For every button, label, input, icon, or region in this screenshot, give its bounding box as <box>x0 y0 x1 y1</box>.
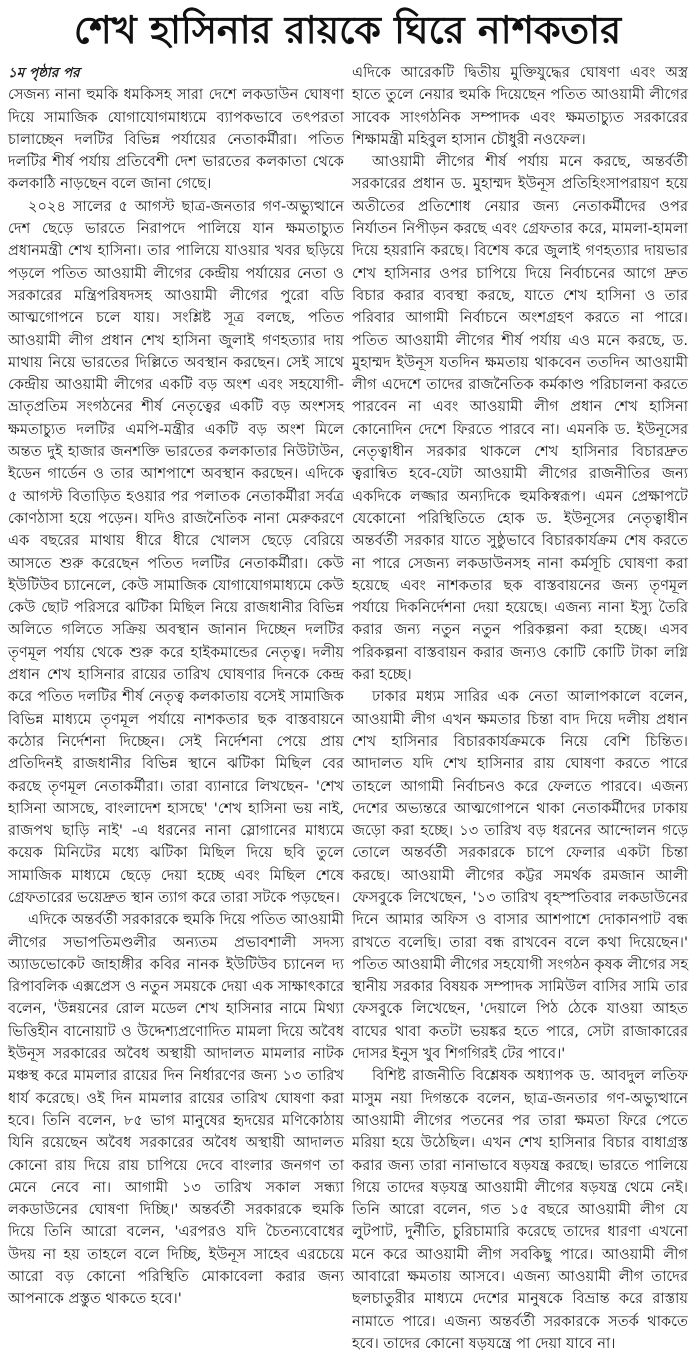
paragraph: আওয়ামী লীগের শীর্ষ পর্যায় মনে করছে, অন্তর্বর্তী সরকারের প্রধান ড. মুহাম্মদ ইউনূস প্রতিহিংসাপরায়ণ হয়ে অতীতের প্রতিশোধ নেয়ার জন্য নেতাকর্মীদের ওপর নির্যাতন নিপীড়ন করছে এবং গ্রেফতার করে, মামলা-হামলা দিয়ে হয়রানি করছে। বিশেষ করে জুলাই গণহত্যার দায়ভার শেখ হাসিনার ওপর চাপিয়ে দিয়ে নির্বাচনের আগে দ্রুত বিচার করার ব্যবস্থা করছে, যাতে শেখ হাসিনা ও তার পরিবার আগামী নির্বাচনে অংশগ্রহণ করতে না পারে। পতিত আওয়ামী লীগের শীর্ষ পর্যায় এও মনে করছে, ড. মুহাম্মদ ইউনূস যতদিন ক্ষমতায় থাকবেন ততদিন আওয়ামী লীগ এদেশে তাদের রাজনৈতিক কর্মকাণ্ড পরিচালনা করতে পারবেন না এবং আওয়ামী লীগ প্রধান শেখ হাসিনা কোনোদিন দেশে ফিরতে পারবে না। এমনকি ড. ইউনূসের নেতৃত্বাধীন সরকার থাকলে শেখ হাসিনার বিচারদ্রুত ত্বরান্বিত হবে-যেটা আওয়ামী লীগের রাজনীতির জন্য একদিকে লজ্জার অন্যদিকে হুমকিস্বরূপ। এমন প্রেক্ষাপটে যেকোনো পরিস্থিতিতে হোক ড. ইউনূসের নেতৃত্বাধীন অন্তর্বর্তী সরকার যাতে সুষ্ঠুভাবে বিচারকার্যক্রম শেষ করতে না পারে সেজন্য লকডাউনসহ নানা কর্মসূচি ঘোষণা করা হয়েছে এবং নাশকতার ছক বাস্তবায়নের জন্য তৃণমূল পর্যায়ে দিকনির্দেশনা দেয়া হয়েছে। এজন্য নানা ইস্যু তৈরি করার জন্য নতুন নতুন পরিকল্পনা করা হচ্ছে। এসব পরিকল্পনা বাস্তবায়ন করার জন্যও কোটি কোটি টাকা লগ্নি করা হচ্ছে। <box>352 153 688 684</box>
paragraph: এদিকে অন্তর্বর্তী সরকারকে হুমকি দিয়ে পতিত আওয়ামী লীগের সভাপতিমণ্ডলীর অন্যতম প্রভাবশালী সদস্য অ্যাডভোকেট জাহাঙ্গীর কবির নানক ইউটিউব চ্যানেল দ্য রিপাবলিক এক্সপ্রেস ও নতুন সময়কে দেয়া এক সাক্ষাৎকারে বলেন, 'উন্নয়নের রোল মডেল শেখ হাসিনার নামে মিথ্যা ভিত্তিহীন বানোয়াট ও উদ্দেশ্যপ্রণোদিত মামলা দিয়ে অবৈধ ইউনূস সরকারের অবৈধ অস্থায়ী আদালত মামলার নাটক মঞ্চস্থ করে মামলার রায়ের দিন নির্ধারণের জন্য ১৩ তারিখ ধার্য করেছে। ওই দিন মামলার রায়ের তারিখ ঘোষণা করা হবে। তিনি বলেন, ৮৫ ভাগ মানুষের হৃদয়ের মণিকোঠায় যিনি রয়েছেন অবৈধ সরকারের অবৈধ অস্থায়ী আদালত কোনো রায় দিয়ে রায় চাপিয়ে দেবে বাংলার জনগণ তা মেনে নেবে না। আগামী ১৩ তারিখ সকাল সন্ধ্যা লকডাউনের ঘোষণা দিচ্ছি।' অন্তর্বর্তী সরকারকে হুমকি দিয়ে তিনি আরো বলেন, 'এরপরও যদি চৈতন্যবোধের উদয় না হয় তাহলে বলে দিচ্ছি, ইউনূস সাহেব এরচেয়ে আরো বড় কোনো পরিস্থিতি মোকাবেলা করার জন্য আপনাকে প্রস্তুত থাকতে হবে।' <box>8 911 344 1308</box>
paragraph: এদিকে আরেকটি দ্বিতীয় মুক্তিযুদ্ধের ঘোষণা এবং অস্ত্র হাতে তুলে নেয়ার হুমকি দিয়েছেন পতিত আওয়ামী লীগের সাবেক সাংগঠনিক সম্পাদক এবং ক্ষমতাচ্যুত সরকারের শিক্ষামন্ত্রী মহিবুল হাসান চৌধুরী নওফেল। <box>352 64 688 148</box>
paragraph: ২০২৪ সালের ৫ আগস্ট ছাত্র-জনতার গণ-অভ্যুত্থানে দেশ ছেড়ে ভারতে নিরাপদে পালিয়ে যান ক্ষমতাচ্যুত প্রধানমন্ত্রী শেখ হাসিনা। তার পালিয়ে যাওয়ার খবর ছড়িয়ে পড়লে পতিত আওয়ামী লীগের কেন্দ্রীয় পর্যায়ের নেতা ও সরকারের মন্ত্রিপরিষদসহ আওয়ামী লীগের পুরো বডি আত্মগোপনে চলে যায়। সংশ্লিষ্ট সূত্র বলছে, পতিত আওয়ামী লীগ প্রধান শেখ হাসিনা জুলাই গণহত্যার দায় মাথায় নিয়ে ভারতের দিল্লিতে অবস্থান করছেন। সেই সাথে কেন্দ্রীয় আওয়ামী লীগের একটি বড় অংশ এবং সহযোগী-ভ্রাতৃপ্রতিম সংগঠনের শীর্ষ নেতৃত্বের একটি বড় অংশসহ ক্ষমতাচ্যুত দলটির এমপি-মন্ত্রীর একটি বড় অংশ মিলে অন্তত দুই হাজার জনশক্তি ভারতের কলকাতার নিউটাউন, ইডেন গার্ডেন ও তার আশপাশে অবস্থান করছেন। এদিকে ৫ আগস্ট বিতাড়িত হওয়ার পর পলাতক নেতাকর্মীরা সর্বত্র কোণঠাসা হয়ে পড়েন। যদিও রাজনৈতিক নানা মেরুকরণে এক বছরের মাথায় ধীরে ধীরে খোলস ছেড়ে বেরিয়ে আসতে শুরু করেছেন পতিত দলটির নেতাকর্মীরা। কেউ ইউটিউব চ্যানেলে, কেউ সামাজিক যোগাযোগমাধ্যমে কেউ কেউ ছোট পরিসরে ঝটিকা মিছিল নিয়ে রাজধানীর বিভিন্ন অলিতে গলিতে সক্রিয় অবস্থান জানান দিচ্ছেন দলটির তৃণমূল পর্যায় থেকে শুরু করে হাইকমান্ডের নেতৃত্ব। দলীয় প্রধান শেখ হাসিনার রায়ের তারিখ ঘোষণার দিনকে কেন্দ্র করে পতিত দলটির শীর্ষ নেতৃত্ব কলকাতায় বসেই সামাজিক বিভিন্ন মাধ্যমে তৃণমূল পর্যায়ে নাশকতার ছক বাস্তবায়নে কঠোর নির্দেশনা দিচ্ছেন। সেই নির্দেশনা পেয়ে প্রায় প্রতিদিনই রাজধানীর বিভিন্ন স্থানে ঝটিকা মিছিল বের করছে তৃণমূল নেতাকর্মীরা। তারা ব্যানারে লিখছেন- 'শেখ হাসিনা আসছে, বাংলাদেশ হাসছে' 'শেখ হাসিনা ভয় নাই, রাজপথ ছাড়ি নাই' -এ ধরনের নানা স্লোগানের মাধ্যমে কয়েক মিনিটের মধ্যে ঝটিকা মিছিল দিয়ে ছবি তুলে সামাজিক মাধ্যমে ছেড়ে দেয়া হচ্ছে এবং মিছিল শেষে গ্রেফতারের ভয়েদ্রুত স্থান ত্যাগ করে তারা সটকে পড়ছেন। <box>8 197 344 906</box>
article-column-right <box>352 62 688 1355</box>
paragraph: সেজন্য নানা হুমকি ধমকিসহ সারা দেশে লকডাউন ঘোষণা দিয়ে সামাজিক যোগাযোগমাধ্যমে ব্যাপকভাবে তৎপরতা চালাচ্ছেন দলটির বিভিন্ন পর্যায়ের নেতাকর্মীরা। পতিত দলটির শীর্ষ পর্যায় প্রতিবেশী দেশ ভারতের কলকাতা থেকে কলকাঠি নাড়ছেন বলে জানা গেছে। <box>8 86 344 193</box>
paragraph: ঢাকার মধ্যম সারির এক নেতা আলাপকালে বলেন, আওয়ামী লীগ এখন ক্ষমতার চিন্তা বাদ দিয়ে দলীয় প্রধান শেখ হাসিনার বিচারকার্যক্রমকে নিয়ে বেশি চিন্তিত। আদালত যদি শেখ হাসিনার রায় ঘোষণা করতে পারে তাহলে আগামী নির্বাচনও করে ফেলতে পারবে। এজন্য দেশের অভ্যন্তরে আত্মগোপনে থাকা নেতাকর্মীদের ঢাকায় জড়ো করা হচ্ছে। ১৩ তারিখ বড় ধরনের আন্দোলন গড়ে তোলে অন্তর্বর্তী সরকারকে চাপে ফেলার একটা চিন্তা করছে। আওয়ামী লীগের কট্টর সমর্থক রমজান আলী ফেসবুকে লিখেছেন, '১৩ তারিখ বৃহস্পতিবার লকডাউনের দিনে আমার অফিস ও বাসার আশপাশে দোকানপাট বন্ধ রাখতে বলেছি। তারা বন্ধ রাখবেন বলে কথা দিয়েছেন।' পতিত আওয়ামী লীগের সহযোগী সংগঠন কৃষক লীগের সহ স্থানীয় সরকার বিষয়ক সম্পাদক সামিউল বাসির সামি তার ফেসবুকে লিখেছেন, 'দেয়ালে পিঠ ঠেকে যাওয়া আহত বাঘের থাবা কতটা ভয়ঙ্কর হতে পারে, সেটা রাজাকারের দোসর ইনুস খুব শিগগিরই টের পাবে।' <box>352 688 688 1063</box>
paragraph: বিশিষ্ট রাজনীতি বিশ্লেষক অধ্যাপক ড. আবদুল লতিফ মাসুম নয়া দিগন্তকে বলেন, ছাত্র-জনতার গণ-অভ্যুত্থানে আওয়ামী লীগের পতনের পর তারা ক্ষমতা ফিরে পেতে মরিয়া হয়ে উঠেছিল। এখন শেখ হাসিনার বিচার বাধাগ্রস্ত করার জন্য তারা নানাভাবে ষড়যন্ত্র করছে। ভারতে পালিয়ে গিয়ে তাদের ষড়যন্ত্র আওয়ামী লীগের ষড়যন্ত্র থেমে নেই। তিনি আরো বলেন, গত ১৫ বছরে আওয়ামী লীগ যে লুটপাট, দুর্নীতি, চুরিচামারি করেছে তাদের ধারণা এখনো মনে করে আওয়ামী লীগ সবকিছু পারে। আওয়ামী লীগ আবারো ক্ষমতায় আসবে। এজন্য আওয়ামী লীগ তাদের ছলচাতুরীর মাধ্যমে দেশের মানুষকে বিভ্রান্ত করে রাস্তায় নামাতে পারে। এজন্য অন্তর্বর্তী সরকারকে সতর্ক থাকতে হবে। তাদের কোনো ষড়যন্ত্রে পা দেয়া যাবে না। <box>352 1067 688 1352</box>
article-column-left <box>8 62 344 1311</box>
dateline: ১ম পৃষ্ঠার পর <box>8 65 80 81</box>
headline: শেখ হাসিনার রায়কে ঘিরে নাশকতার <box>73 8 622 52</box>
